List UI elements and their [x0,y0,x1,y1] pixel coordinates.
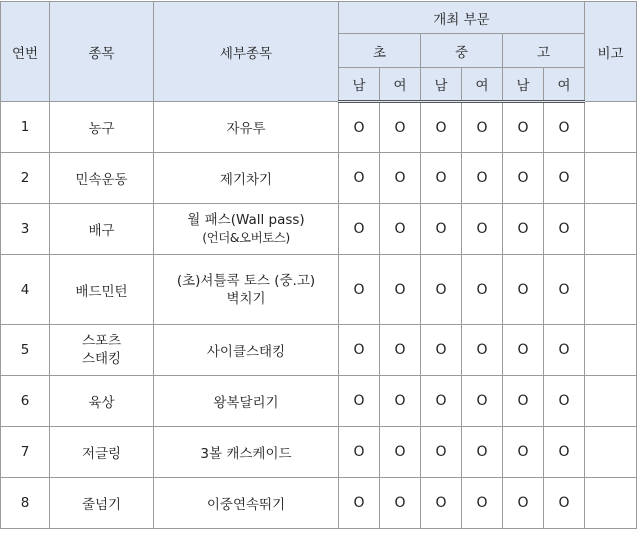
table-row [1,325,637,376]
mark-elementary-female: O [380,478,421,529]
mark-middle-male: O [421,478,462,529]
header-gender-male: 남 [339,68,380,102]
table-row [1,427,637,478]
mark-high-female: O [544,478,585,529]
mark-elementary-male: O [339,427,380,478]
note-cell [585,255,637,325]
mark-high-male: O [503,427,544,478]
note-cell [585,478,637,529]
mark-high-female: O [544,153,585,204]
note-cell [585,325,637,376]
note-cell [585,102,637,153]
mark-high-male: O [503,153,544,204]
sport-name [50,376,154,427]
sport-line: 저글링 [81,446,122,462]
row-number: 8 [1,478,50,529]
sport-line: 스포츠 [81,333,122,349]
mark-high-female: O [544,204,585,255]
mark-middle-female: O [462,325,503,376]
mark-elementary-female: O [380,325,421,376]
detail-event [154,325,339,376]
sport-name [50,204,154,255]
detail-event [154,376,339,427]
event-table [0,1,637,529]
mark-elementary-female: O [380,255,421,325]
header-level-middle: 중 [421,34,503,68]
sport-line: 스태킹 [81,351,122,367]
header-level-high: 고 [503,34,585,68]
mark-middle-male: O [421,427,462,478]
row-number: 3 [1,204,50,255]
detail-line: (언더&오버토스) [202,230,290,245]
note-cell [585,204,637,255]
mark-middle-male: O [421,102,462,153]
mark-elementary-male: O [339,325,380,376]
mark-high-male: O [503,325,544,376]
detail-event [154,204,339,255]
header-gender-male: 남 [503,68,544,102]
header-note: 비고 [585,2,637,102]
detail-line: 3볼 캐스케이드 [200,446,292,462]
sport-line: 민속운동 [75,172,128,188]
header-gender-female: 여 [544,68,585,102]
note-cell [585,427,637,478]
header-sport: 종목 [50,2,154,102]
detail-line: 벽치기 [226,290,266,307]
table-row [1,478,637,529]
detail-line: 이중연속뛰기 [206,497,286,513]
mark-high-male: O [503,255,544,325]
sport-name [50,102,154,153]
note-cell [585,153,637,204]
sport-line: 배구 [88,223,115,239]
mark-high-female: O [544,255,585,325]
header-gender-female: 여 [462,68,503,102]
row-number: 1 [1,102,50,153]
mark-high-male: O [503,376,544,427]
mark-elementary-female: O [380,102,421,153]
header-gender-female: 여 [380,68,421,102]
mark-middle-female: O [462,153,503,204]
sport-name [50,427,154,478]
mark-middle-female: O [462,376,503,427]
mark-middle-female: O [462,478,503,529]
mark-middle-female: O [462,427,503,478]
sport-name [50,325,154,376]
detail-line: 제기차기 [219,172,273,188]
header-gender-male: 남 [421,68,462,102]
row-number: 2 [1,153,50,204]
mark-elementary-male: O [339,478,380,529]
mark-middle-male: O [421,376,462,427]
row-number: 4 [1,255,50,325]
mark-elementary-male: O [339,255,380,325]
mark-elementary-male: O [339,153,380,204]
mark-middle-male: O [421,204,462,255]
mark-middle-male: O [421,255,462,325]
row-number: 5 [1,325,50,376]
mark-elementary-female: O [380,376,421,427]
table-row [1,102,637,153]
table-row [1,153,637,204]
sport-name [50,153,154,204]
header-level-elementary: 초 [339,34,421,68]
mark-middle-male: O [421,153,462,204]
detail-line: 월 패스(Wall pass) [187,212,305,228]
detail-event [154,255,339,325]
mark-high-female: O [544,325,585,376]
header-detail: 세부종목 [154,2,339,102]
sport-line: 농구 [88,121,115,137]
detail-event [154,102,339,153]
sport-name [50,478,154,529]
detail-line: (초)셔틀콕 토스 (중.고) [176,272,316,289]
table-row [1,376,637,427]
sport-line: 배드민턴 [75,283,128,300]
mark-elementary-female: O [380,427,421,478]
mark-middle-female: O [462,255,503,325]
table-row [1,204,637,255]
detail-event [154,153,339,204]
mark-high-male: O [503,102,544,153]
mark-middle-female: O [462,204,503,255]
mark-elementary-female: O [380,204,421,255]
mark-elementary-female: O [380,153,421,204]
note-cell [585,376,637,427]
row-number: 7 [1,427,50,478]
header-no: 연번 [1,2,50,102]
mark-middle-female: O [462,102,503,153]
mark-high-female: O [544,427,585,478]
mark-high-female: O [544,102,585,153]
mark-high-female: O [544,376,585,427]
detail-line: 사이클스태킹 [206,344,286,360]
row-number: 6 [1,376,50,427]
mark-high-male: O [503,478,544,529]
table-row [1,255,637,325]
mark-middle-male: O [421,325,462,376]
mark-high-male: O [503,204,544,255]
sport-line: 육상 [88,395,115,411]
detail-event [154,478,339,529]
mark-elementary-male: O [339,102,380,153]
sport-line: 줄넘기 [81,497,122,513]
mark-elementary-male: O [339,204,380,255]
sport-name [50,255,154,325]
detail-line: 자유투 [226,121,266,137]
detail-line: 왕복달리기 [213,395,279,411]
mark-elementary-male: O [339,376,380,427]
header-division: 개최 부문 [339,2,585,34]
detail-event [154,427,339,478]
